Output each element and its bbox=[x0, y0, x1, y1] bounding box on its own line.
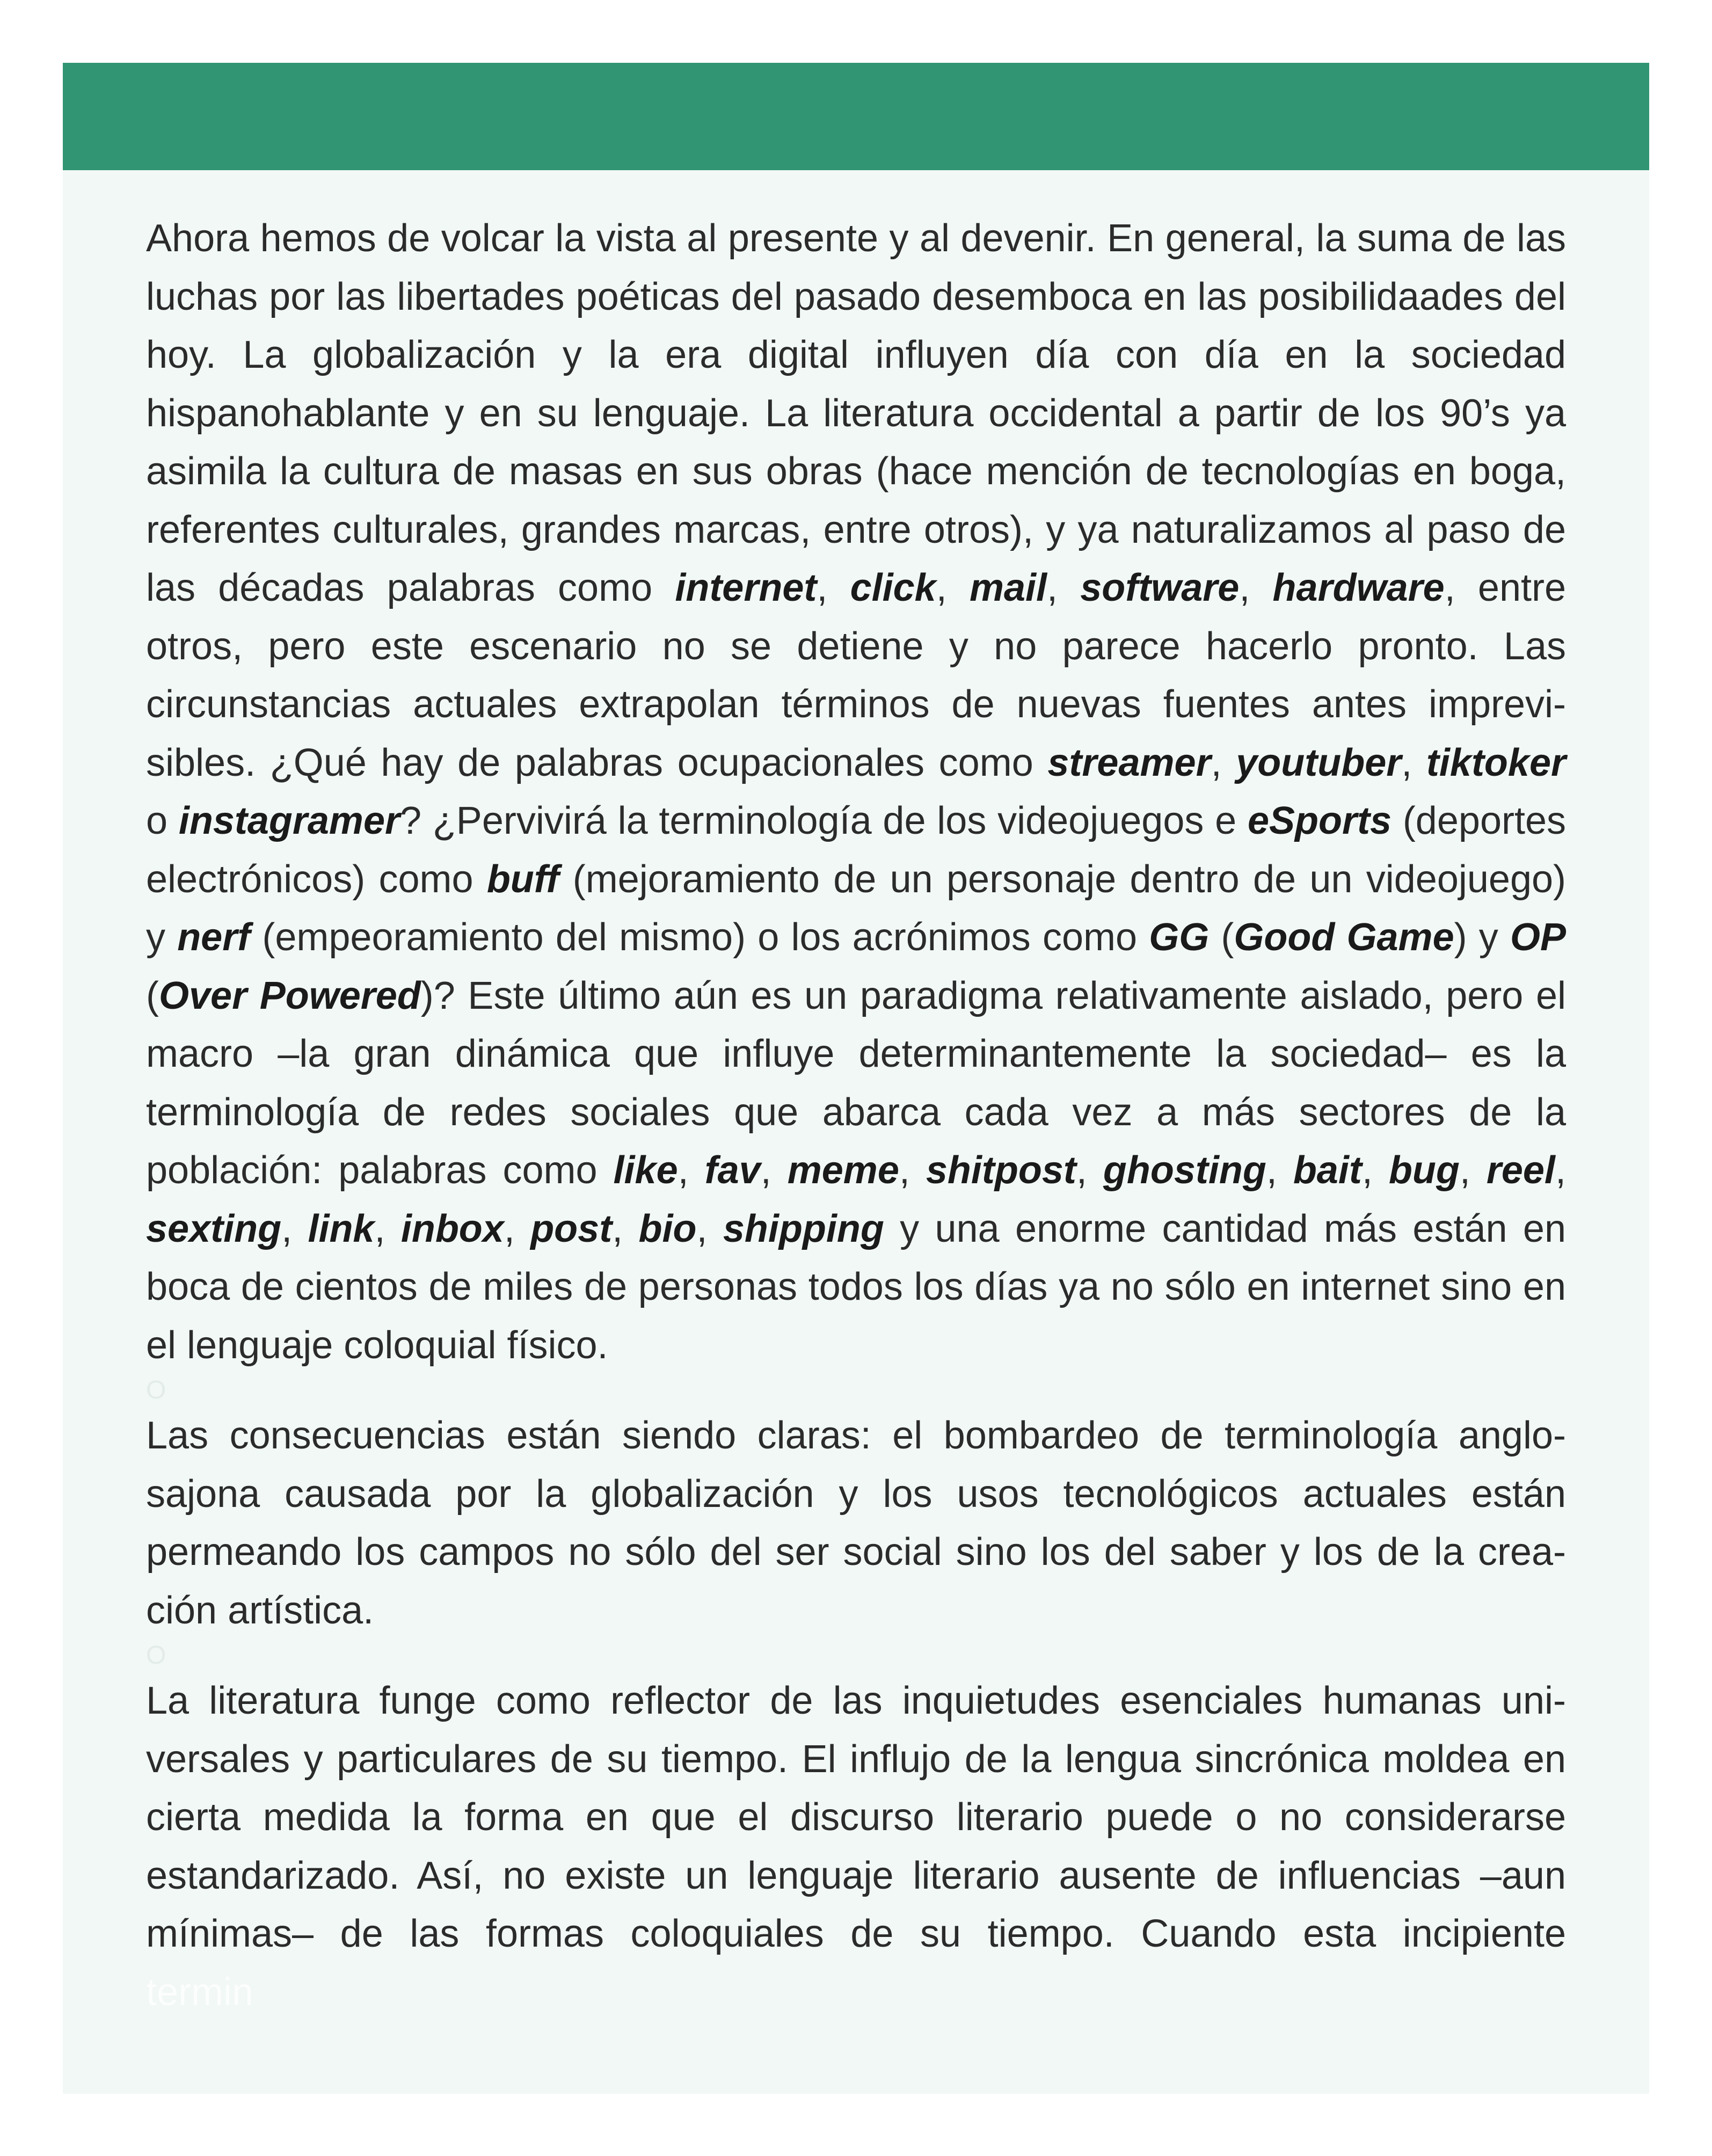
highlighted-term: reel bbox=[1486, 1149, 1555, 1192]
highlighted-term: shitpost bbox=[926, 1149, 1076, 1192]
highlighted-term: youtuber bbox=[1236, 741, 1402, 784]
highlighted-term: ghosting bbox=[1103, 1149, 1266, 1192]
highlighted-term: bug bbox=[1388, 1149, 1460, 1192]
highlighted-term: click bbox=[850, 566, 936, 609]
highlighted-term: meme bbox=[787, 1149, 899, 1192]
highlighted-term: instagramer bbox=[178, 799, 400, 842]
paragraph-2: Las consecuencias están siendo claras: el bombardeo de terminología anglosajona causada por la globalización y los usos tecnológicos actuales están permeando los campos no sólo del ser social sino los del saber y los de la creación artística. bbox=[146, 1414, 1566, 1632]
highlighted-term: eSports bbox=[1247, 799, 1392, 842]
highlighted-term: sexting bbox=[146, 1207, 282, 1250]
highlighted-term: bait bbox=[1293, 1149, 1362, 1192]
highlighted-term: tiktoker bbox=[1426, 741, 1567, 784]
highlighted-term: Over Powered bbox=[158, 974, 421, 1017]
highlighted-term: shipping bbox=[723, 1207, 884, 1250]
highlighted-term: software bbox=[1080, 566, 1240, 609]
highlighted-term: mail bbox=[969, 566, 1047, 609]
highlighted-term: fav bbox=[704, 1149, 761, 1192]
highlighted-term: hardware bbox=[1272, 566, 1445, 609]
highlighted-term: internet bbox=[675, 566, 817, 609]
faded-trailing-text: termin bbox=[146, 1970, 254, 2014]
highlighted-term: inbox bbox=[400, 1207, 504, 1250]
highlighted-term: Good Game bbox=[1234, 916, 1454, 959]
article-body bbox=[146, 209, 1566, 2021]
paragraph-1: Ahora hemos de volcar la vista al presente y al devenir. En general, la suma de las luchas por las libertades poéticas del pasado desemboca en las posibilidaades del hoy. La globalización y la era digital influyen día con día en la sociedad hispanohablante y en su lenguaje. La literatura occidental a partir de los 90’s ya asimila la cultura de masas en sus obras (hace mención de tecnologías en boga, referentes culturales, grandes marcas, entre otros), y ya naturalizamos al paso de las décadas palabras como internet, click, mail, software, hardware, entre otros, pero este escenario no se detiene y no parece hacerlo pronto. Las circunstancias actuales extrapolan términos de nuevas fuentes antes imprevisibles. ¿Qué hay de palabras ocupacionales como streamer, youtuber, tiktoker o instagramer? ¿Pervivirá la terminología de los videojuegos e eSports (deportes electrónicos) como buff (mejoramiento de un personaje dentro de un videojuego) y nerf (empeoramiento del mismo) o los acrónimos como GG (Good Game) y OP (Over Powered)? Este último aún es un paradigma relativamente aislado, pero el macro –la gran dinámica que influye determinantemente la sociedad– es la terminología de redes sociales que abarca cada vez a más sectores de la población: palabras como like, fav, meme, shitpost, ghosting, bait, bug, reel, sexting, link, inbox, post, bio, shipping y una enorme cantidad más están en boca de cientos de miles de personas todos los días ya no sólo en internet sino en el lenguaje coloquial físico. bbox=[146, 217, 1567, 1367]
highlighted-term: bio bbox=[638, 1207, 697, 1250]
highlighted-term: nerf bbox=[177, 916, 251, 959]
header-bar bbox=[63, 63, 1649, 170]
paragraph-3: La literatura funge como reflector de las inquietudes esenciales humanas universales y particulares de su tiempo. El influjo de la lengua sincrónica moldea en cierta medida la forma en que el discurso literario puede o no considerarse estandarizado. Así, no existe un lenguaje literario ausente de influencias –aun mínimas– de las formas coloquiales de su tiempo. Cuando esta incipiente bbox=[146, 1679, 1566, 1955]
highlighted-term: GG bbox=[1149, 916, 1210, 959]
paragraph-separator: O bbox=[146, 1641, 166, 1670]
highlighted-term: streamer bbox=[1047, 741, 1211, 784]
highlighted-term: buff bbox=[486, 857, 559, 901]
highlighted-term: link bbox=[308, 1207, 375, 1250]
paragraph-separator: O bbox=[146, 1376, 166, 1404]
highlighted-term: like bbox=[613, 1149, 678, 1192]
highlighted-term: OP bbox=[1510, 916, 1566, 959]
highlighted-term: post bbox=[530, 1207, 613, 1250]
